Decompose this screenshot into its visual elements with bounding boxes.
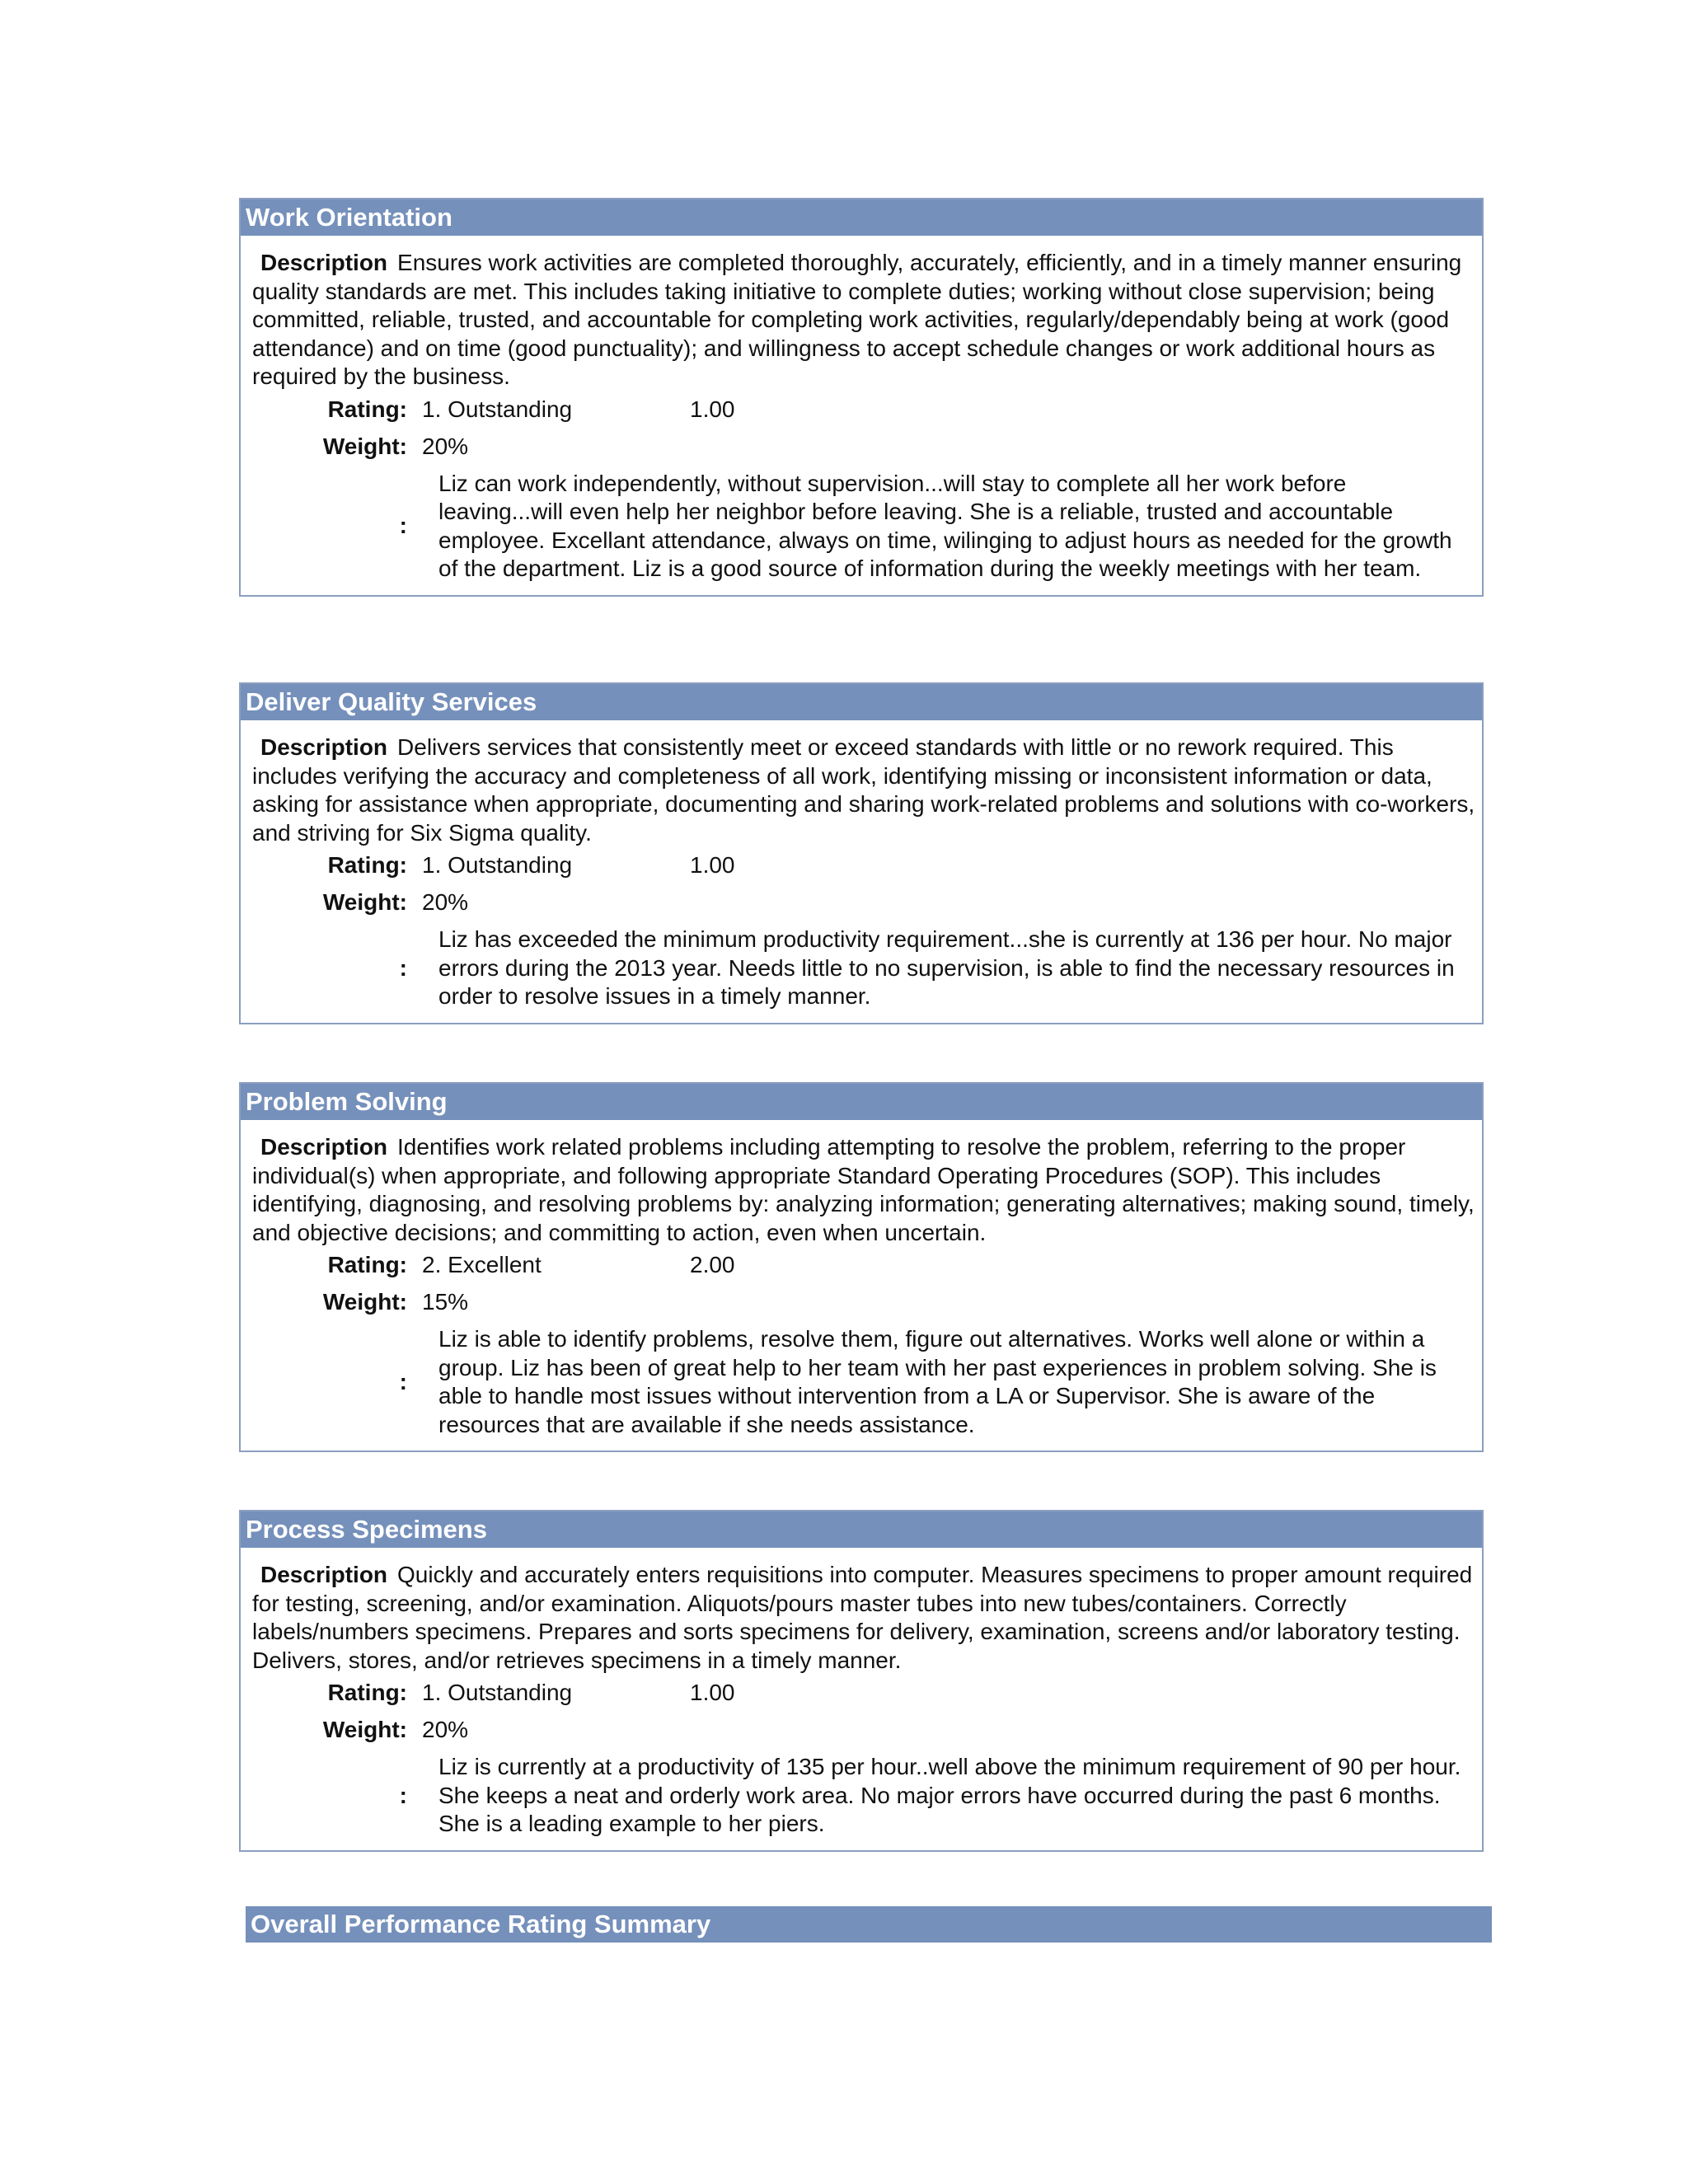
rating-label: Rating:	[327, 1680, 407, 1705]
rating-row	[252, 1251, 1475, 1288]
comment-row	[252, 1753, 1475, 1839]
weight-label: Weight:	[322, 1717, 407, 1742]
section-body	[241, 1548, 1482, 1850]
comment-row	[252, 926, 1475, 1011]
rating-row	[252, 1679, 1475, 1716]
weight-row	[252, 888, 1475, 926]
comment-text: Liz can work independently, without supervision...will stay to complete all her work before leaving...will even help her neighbor before leaving. She is a reliable, trusted and accountable employee. Excellant attendance, always on time, wilinging to adjust hours as needed for the growth of the department. Liz is a good source of information during the weekly meetings with her team.	[438, 470, 1452, 581]
description	[252, 1561, 1475, 1675]
weight-value: 15%	[422, 1289, 469, 1315]
weight-label: Weight:	[322, 433, 407, 459]
description-text: Identifies work related problems including attempting to resolve the problem, referring to the proper individual(s) when appropriate, and following appropriate Standard Operating Procedures (SOP). This includes identifying, diagnosing, and resolving problems by: analyzing information; generating alternatives; making sound, timely, and objective decisions; and committing to action, even when uncertain.	[252, 1134, 1475, 1245]
section-work-orientation	[239, 198, 1484, 597]
rating-score: 2.00	[690, 1252, 735, 1277]
weight-row	[252, 1288, 1475, 1325]
section-title: Problem Solving	[241, 1084, 1482, 1120]
weight-label: Weight:	[322, 889, 407, 915]
description	[252, 733, 1475, 847]
description	[252, 1133, 1475, 1247]
section-deliver-quality-services	[239, 682, 1484, 1024]
section-body	[241, 1120, 1482, 1451]
section-title: Deliver Quality Services	[241, 684, 1482, 720]
description-label: Description	[260, 250, 388, 275]
description-text: Ensures work activities are completed thoroughly, accurately, efficiently, and in a timely manner ensuring quality standards are met. This includes taking initiative to complete duties; working without close supervision; being committed, reliable, trusted, and accountable for completing work activities, regularly/dependably being at work (good attendance) and on time (good punctuality); and willingness to accept schedule changes or work additional hours as required by the business.	[252, 250, 1462, 389]
section-process-specimens	[239, 1510, 1484, 1852]
rating-row	[252, 851, 1475, 888]
rating-label: Rating:	[327, 1252, 407, 1277]
weight-row	[252, 1716, 1475, 1753]
section-problem-solving	[239, 1082, 1484, 1452]
description-label: Description	[260, 734, 388, 760]
rating-label: Rating:	[327, 396, 407, 422]
section-body	[241, 720, 1482, 1023]
comment-text: Liz is able to identify problems, resolve them, figure out alternatives. Works well alone or within a group. Liz has been of great help to her team with her past experiences in problem solving. She is able to handle most issues without intervention from a LA or Supervisor. She is aware of the resources that are available if she needs assistance.	[438, 1326, 1437, 1437]
section-body	[241, 236, 1482, 595]
rating-label: Rating:	[327, 852, 407, 878]
description	[252, 249, 1475, 391]
description-label: Description	[260, 1134, 388, 1160]
rating-row	[252, 396, 1475, 433]
description-text: Delivers services that consistently meet or exceed standards with little or no rework required. This includes verifying the accuracy and completeness of all work, identifying missing or inconsistent information or data, asking for assistance when appropriate, documenting and sharing work-related problems and solutions with co-workers, and striving for Six Sigma quality.	[252, 734, 1475, 846]
rating-value: 2. Excellent	[422, 1252, 542, 1277]
rating-value: 1. Outstanding	[422, 852, 573, 878]
weight-row	[252, 433, 1475, 470]
rating-score: 1.00	[690, 852, 735, 878]
rating-score: 1.00	[690, 396, 735, 422]
weight-value: 20%	[422, 889, 469, 915]
rating-score: 1.00	[690, 1680, 735, 1705]
overall-summary-title: Overall Performance Rating Summary	[246, 1906, 1492, 1943]
comment-text: Liz is currently at a productivity of 135 per hour..well above the minimum requirement of 90 per hour. She keeps a neat and orderly work area. No major errors have occurred during the past 6 months. She is a leading example to her piers.	[438, 1754, 1461, 1836]
section-title: Process Specimens	[241, 1511, 1482, 1548]
rating-value: 1. Outstanding	[422, 396, 573, 422]
comment-label: :	[399, 954, 407, 981]
description-label: Description	[260, 1562, 388, 1587]
rating-value: 1. Outstanding	[422, 1680, 573, 1705]
weight-label: Weight:	[322, 1289, 407, 1315]
comment-label: :	[399, 1782, 407, 1808]
comment-text: Liz has exceeded the minimum productivity requirement...she is currently at 136 per hour. No major errors during the 2013 year. Needs little to no supervision, is able to find the necessary resources in order to resolve issues in a timely manner.	[438, 926, 1455, 1009]
weight-value: 20%	[422, 433, 469, 459]
weight-value: 20%	[422, 1717, 469, 1742]
description-text: Quickly and accurately enters requisitions into computer. Measures specimens to proper amount required for testing, screening, and/or examination. Aliquots/pours master tubes into new tubes/containers. Correctly labels/numbers specimens. Prepares and sorts specimens for delivery, examination, screens and/or laboratory testing. Delivers, stores, and/or retrieves specimens in a timely manner.	[252, 1562, 1473, 1673]
comment-label: :	[399, 513, 407, 539]
comment-label: :	[399, 1368, 407, 1394]
section-title: Work Orientation	[241, 199, 1482, 236]
comment-row	[252, 1325, 1475, 1439]
comment-row	[252, 470, 1475, 583]
